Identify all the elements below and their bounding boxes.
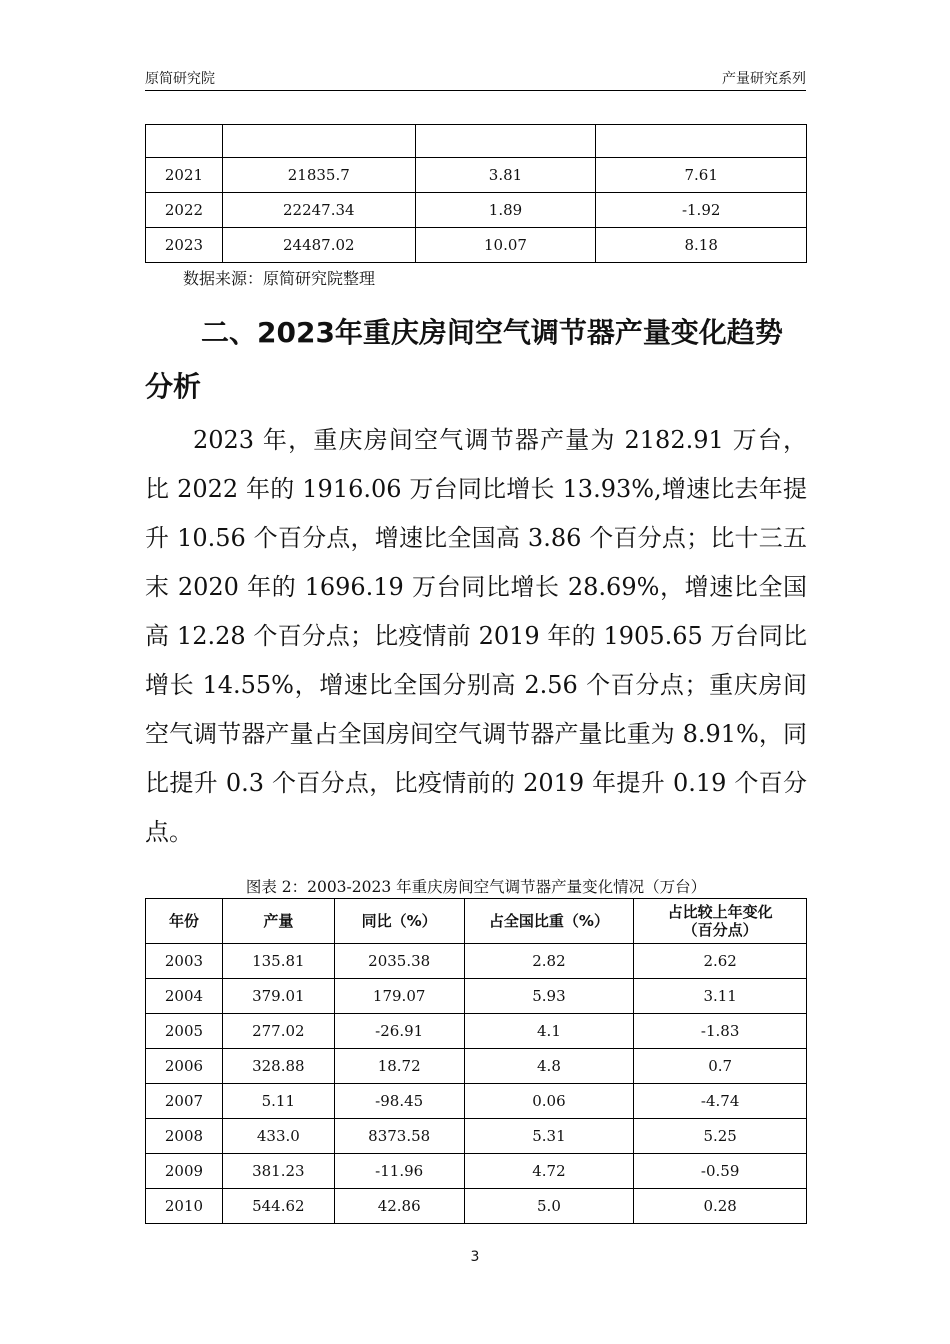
page-header — [145, 68, 806, 91]
body-paragraph: 2023 年，重庆房间空气调节器产量为 2182.91 万台，比 2022 年的 1916.06 万台同比增长 13.93%,增速比去年提升 10.56 个百分点，增速比全国高 3.86 个百分点；比十三五末 2020 年的 1696.19 万台同比增长 28.69%，增速比全国高 12.28 个百分点；比疫情前 2019 年的 1905.65 万台同比增长 14.55%，增速比全国分别高 2.56 个百分点；重庆房间空气调节器产量占全国房间空气调节器产量比重为 8.91%，同比提升 0.3 个百分点，比疫情前的 2019 年提升 0.19 个百分点。 — [145, 426, 807, 846]
table-row: 2005 277.02 -26.91 4.1 -1.83 — [146, 1014, 807, 1049]
table-row: 2007 5.11 -98.45 0.06 -4.74 — [146, 1084, 807, 1119]
table-caption: 图表 2：2003-2023 年重庆房间空气调节器产量变化情况（万台） — [245, 878, 707, 896]
page-number: 3 — [470, 1249, 480, 1265]
header-series: 产量研究系列 — [722, 71, 806, 87]
header-org: 原简研究院 — [145, 71, 215, 87]
data-table-continued — [145, 124, 807, 263]
section-title: 二、2023年重庆房间空气调节器产量变化趋势分析 — [145, 316, 783, 403]
data-source-note: 数据来源：原简研究院整理 — [183, 269, 376, 288]
table-row: 2021 21835.7 3.81 7.61 — [146, 158, 807, 193]
table-row: 2023 24487.02 10.07 8.18 — [146, 228, 807, 263]
table-row: 2004 379.01 179.07 5.93 3.11 — [146, 979, 807, 1014]
table-row: 2022 22247.34 1.89 -1.92 — [146, 193, 807, 228]
production-table — [145, 898, 807, 1224]
table-row: 2008 433.0 8373.58 5.31 5.25 — [146, 1119, 807, 1154]
table-row: 2009 381.23 -11.96 4.72 -0.59 — [146, 1154, 807, 1189]
table-row: 2006 328.88 18.72 4.8 0.7 — [146, 1049, 807, 1084]
table-header-row: 年份 产量 同比（%） 占全国比重（%） 占比较上年变化 （百分点） — [146, 899, 807, 944]
table-row — [146, 125, 807, 158]
table-row: 2010 544.62 42.86 5.0 0.28 — [146, 1189, 807, 1224]
table-row: 2003 135.81 2035.38 2.82 2.62 — [146, 944, 807, 979]
